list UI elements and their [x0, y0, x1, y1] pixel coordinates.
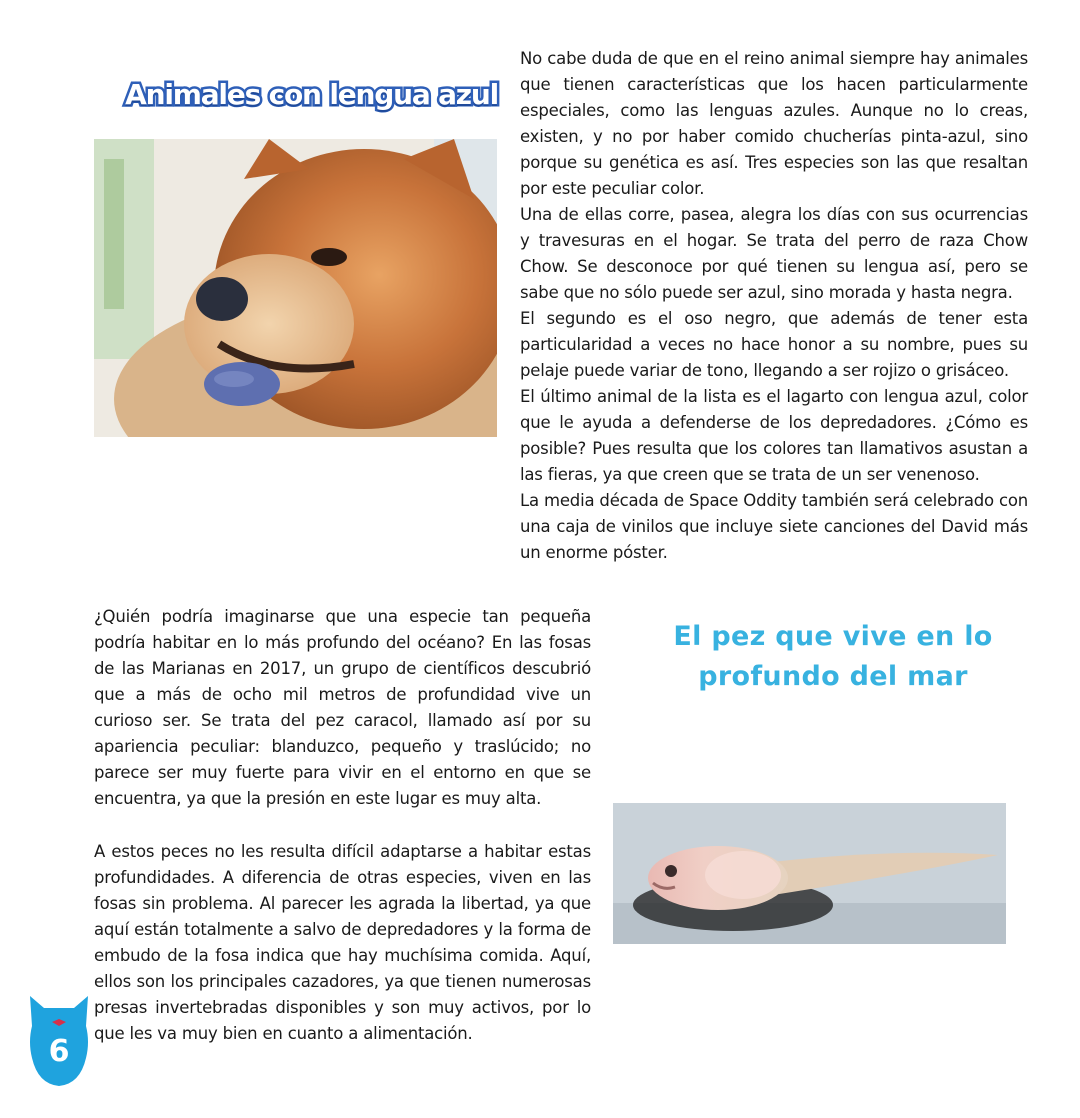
paragraph: Una de ellas corre, pasea, alegra los días con sus ocurrencias y travesuras en el hogar. Se trata del perro de raza Chow Chow. Se desconoce por qué tienen su lengua así, pero se sabe que no sólo puede ser azul, sino morada y hasta negra.: [520, 205, 1028, 302]
paragraph: La media década de Space Oddity también será celebrado con una caja de vinilos que incluye siete canciones del David más un enorme póster.: [520, 491, 1028, 562]
deep-sea-fish-paragraph-1: ¿Quién podría imaginarse que una especie tan pequeña podría habitar en lo más profundo del océano? En las fosas de las Marianas en 2017, un grupo de científicos descubrió que a más de ocho mil metros de profundidad vive un curioso ser. Se trata del pez caracol, llamado así por su apariencia peculiar: blanduzco, pequeño y traslúcido; no parece ser muy fuerte para vivir en el entorno en que se encuentra, ya que la presión en este lugar es muy alta.: [94, 607, 591, 808]
section-title-blue-tongue: Animales con lengua azul: [125, 78, 498, 111]
chow-chow-dog-photo: [94, 139, 497, 437]
deep-sea-fish-paragraph-2: A estos peces no les resulta difícil adaptarse a habitar estas profundidades. A diferencia de otras especies, viven en las fosas sin problema. Al parecer les agrada la libertad, ya que aquí están totalmente a salvo de depredadores y la forma de embudo de la fosa indica que hay muchísima comida. Aquí, ellos son los principales cazadores, ya que tienen numerosas presas invertebradas disponibles y son muy activos, por lo que les va muy bien en cuanto a alimentación.: [94, 842, 591, 1043]
paragraph: El segundo es el oso negro, que además de tener esta particularidad a veces no hace honor a su nombre, pues su pelaje puede variar de tono, llegando a ser rojizo o grisáceo.: [520, 309, 1028, 380]
blue-tongue-article-text: [520, 46, 1028, 566]
paragraph: El último animal de la lista es el lagarto con lengua azul, color que le ayuda a defenderse de los depredadores. ¿Cómo es posible? Pues resulta que los colores tan llamativos asustan a las fieras, ya que creen que se trata de un ser venenoso.: [520, 387, 1028, 484]
paragraph: No cabe duda de que en el reino animal siempre hay animales que tienen características que los hacen particularmente especiales, como las lenguas azules. Aunque no lo creas, existen, y no por haber comido chucherías pinta-azul, sino porque su genética es así. Tres especies son las que resaltan por este peculiar color.: [520, 49, 1028, 198]
section-title-deep-sea-fish: El pez que vive en lo profundo del mar: [673, 621, 993, 692]
snailfish-photo: [613, 803, 1006, 944]
page-number: 6: [48, 1034, 70, 1069]
